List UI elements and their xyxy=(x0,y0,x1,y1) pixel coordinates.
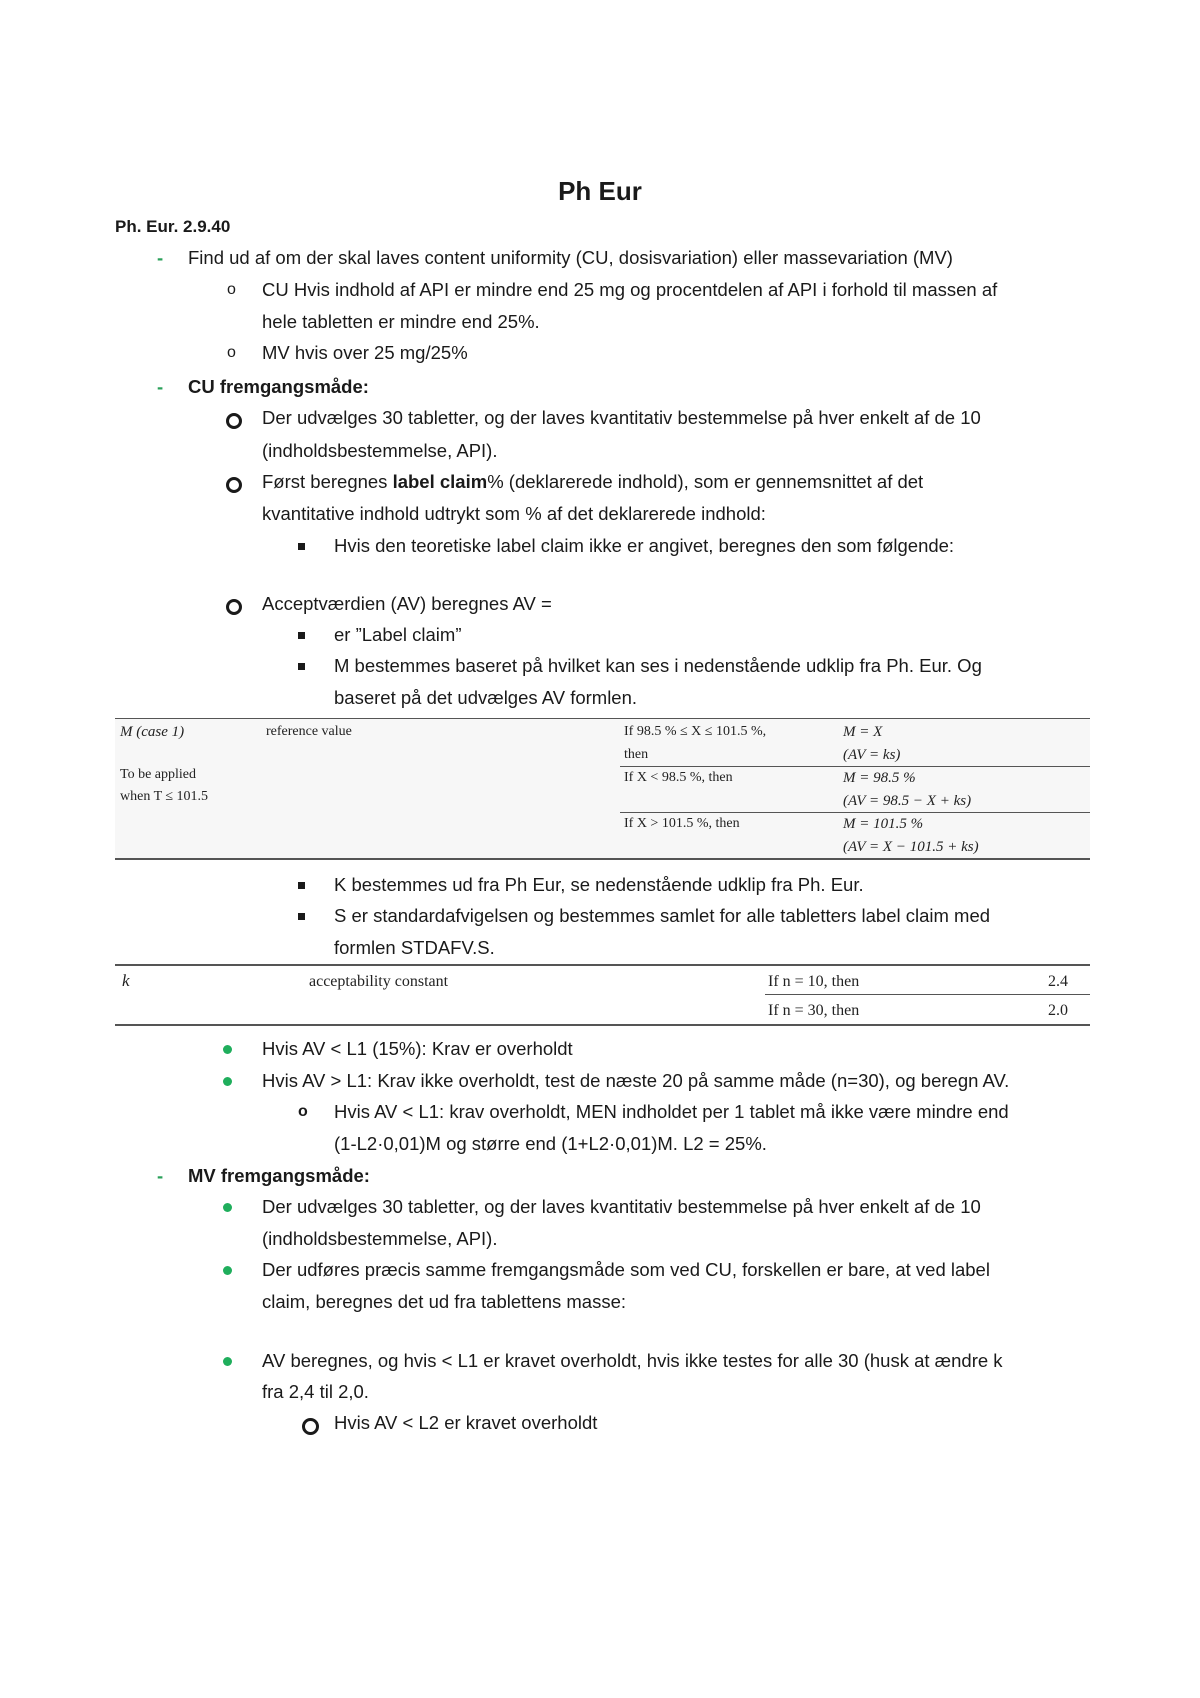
table-m-r1-av: (AV = ks) xyxy=(843,747,901,763)
table-m-r1-then: then xyxy=(624,747,649,762)
green-dot-icon xyxy=(223,1203,232,1212)
table-rule xyxy=(765,994,1090,995)
square-bullet-icon xyxy=(298,543,305,550)
circle-bullet-icon xyxy=(226,413,242,429)
line-cu-hvis: CU Hvis indhold af API er mindre end 25 mg og procentdelen af API i forhold til massen af xyxy=(262,279,998,300)
line-s-cont: formlen STDAFV.S. xyxy=(334,937,495,958)
line-cu-2-cont: kvantitative indhold udtrykt som % af det deklarerede indhold: xyxy=(262,503,766,524)
line-cu-6-cont: baseret på det udvælges AV formlen. xyxy=(334,687,638,708)
line-mv-2-cont: claim, beregnes det ud fra tablettens masse: xyxy=(262,1291,627,1312)
text-part: % (deklarerede indhold), som er gennemsnittet af det xyxy=(487,471,924,492)
dash-bullet: - xyxy=(157,1165,164,1186)
table-rule xyxy=(620,766,1090,767)
line-mv-3: AV beregnes, og hvis < L1 er kravet overholdt, hvis ikke testes for alle 30 (husk at ændre k xyxy=(262,1350,1003,1371)
green-dot-icon xyxy=(223,1357,232,1366)
table-m-r2-av: (AV = 98.5 − X + ks) xyxy=(843,793,972,809)
table-k-r2-condition: If n = 30, then xyxy=(768,1002,860,1019)
line-cu-3: Hvis den teoretiske label claim ikke er angivet, beregnes den som følgende: xyxy=(334,535,955,556)
line-cu-1: Der udvælges 30 tabletter, og der laves kvantitativ bestemmelse på hver enkelt af de 10 xyxy=(262,407,981,428)
line-av-1: Hvis AV < L1 (15%): Krav er overholdt xyxy=(262,1038,573,1059)
table-k-desc: acceptability constant xyxy=(309,973,449,990)
circle-bullet-icon xyxy=(226,599,242,615)
square-bullet-icon xyxy=(298,663,305,670)
page-title: Ph Eur xyxy=(558,176,642,206)
table-rule xyxy=(115,718,1090,719)
line-cu-6: M bestemmes baseret på hvilket kan ses i nedenstående udklip fra Ph. Eur. Og xyxy=(334,655,982,676)
square-bullet-icon xyxy=(298,882,305,889)
circle-bullet: o xyxy=(227,281,236,298)
line-av-3: Hvis AV < L1: krav overholdt, MEN indholdet per 1 tablet må ikke være mindre end xyxy=(334,1101,1009,1122)
line-find-ud: Find ud af om der skal laves content uniformity (CU, dosisvariation) eller massevariation (MV) xyxy=(188,247,953,268)
text-part: Først beregnes xyxy=(262,471,393,492)
green-dot-icon xyxy=(223,1077,232,1086)
line-mv-4: Hvis AV < L2 er kravet overholdt xyxy=(334,1412,598,1433)
line-cu-2 xyxy=(262,470,923,494)
circle-bullet-icon xyxy=(302,1418,319,1435)
circle-bullet-icon xyxy=(226,477,242,493)
table-m-applied: To be applied xyxy=(120,767,196,782)
line-cu-5: er ”Label claim” xyxy=(334,624,462,645)
table-m-applied-when: when T ≤ 101.5 xyxy=(120,789,209,804)
line-mv-hvis: MV hvis over 25 mg/25% xyxy=(262,342,468,363)
line-mv-3-cont: fra 2,4 til 2,0. xyxy=(262,1381,369,1402)
line-s: S er standardafvigelsen og bestemmes samlet for alle tabletters label claim med xyxy=(334,905,991,926)
circle-bullet: o xyxy=(227,344,236,361)
line-cu-4: Acceptværdien (AV) beregnes AV = xyxy=(262,593,552,614)
table-m-r1-result: M = X xyxy=(843,724,883,740)
table-m-r2-result: M = 98.5 % xyxy=(843,770,916,786)
circle-bullet: o xyxy=(298,1103,308,1120)
table-k-label: k xyxy=(122,971,130,990)
line-mv-1-cont: (indholdsbestemmelse, API). xyxy=(262,1228,498,1249)
table-m-ref: reference value xyxy=(266,724,352,739)
dash-bullet: - xyxy=(157,376,164,397)
table-rule xyxy=(620,812,1090,813)
table-m-r3-av: (AV = X − 101.5 + ks) xyxy=(843,839,979,855)
dash-bullet: - xyxy=(157,247,164,268)
table-rule xyxy=(115,858,1090,860)
table-m-label: M (case 1) xyxy=(120,724,185,740)
line-mv-2: Der udføres præcis samme fremgangsmåde som ved CU, forskellen er bare, at ved label xyxy=(262,1259,990,1280)
green-dot-icon xyxy=(223,1266,232,1275)
table-m-r1-condition: If 98.5 % ≤ X ≤ 101.5 %, xyxy=(624,724,767,739)
mv-heading: MV fremgangsmåde: xyxy=(188,1165,370,1186)
cu-heading: CU fremgangsmåde: xyxy=(188,376,369,397)
line-cu-hvis-cont: hele tabletten er mindre end 25%. xyxy=(262,311,540,332)
line-k: K bestemmes ud fra Ph Eur, se nedenstående udklip fra Ph. Eur. xyxy=(334,874,864,895)
section-heading: Ph. Eur. 2.9.40 xyxy=(115,217,231,236)
line-av-3-cont: (1-L2·0,01)M og større end (1+L2·0,01)M. L2 = 25%. xyxy=(334,1133,767,1154)
green-dot-icon xyxy=(223,1045,232,1054)
table-k-r2-value: 2.0 xyxy=(1048,1002,1068,1019)
square-bullet-icon xyxy=(298,632,305,639)
table-k-r1-condition: If n = 10, then xyxy=(768,973,860,990)
table-m-r2-condition: If X < 98.5 %, then xyxy=(624,770,733,785)
square-bullet-icon xyxy=(298,913,305,920)
text-bold: label claim xyxy=(392,471,488,492)
table-rule xyxy=(115,1024,1090,1026)
line-mv-1: Der udvælges 30 tabletter, og der laves kvantitativ bestemmelse på hver enkelt af de 10 xyxy=(262,1196,981,1217)
table-k-r1-value: 2.4 xyxy=(1048,973,1068,990)
table-m-r3-result: M = 101.5 % xyxy=(843,816,924,832)
table-m-r3-condition: If X > 101.5 %, then xyxy=(624,816,740,831)
line-cu-1-cont: (indholdsbestemmelse, API). xyxy=(262,440,498,461)
line-av-2: Hvis AV > L1: Krav ikke overholdt, test de næste 20 på samme måde (n=30), og beregn AV. xyxy=(262,1070,1010,1091)
table-rule xyxy=(115,964,1090,966)
